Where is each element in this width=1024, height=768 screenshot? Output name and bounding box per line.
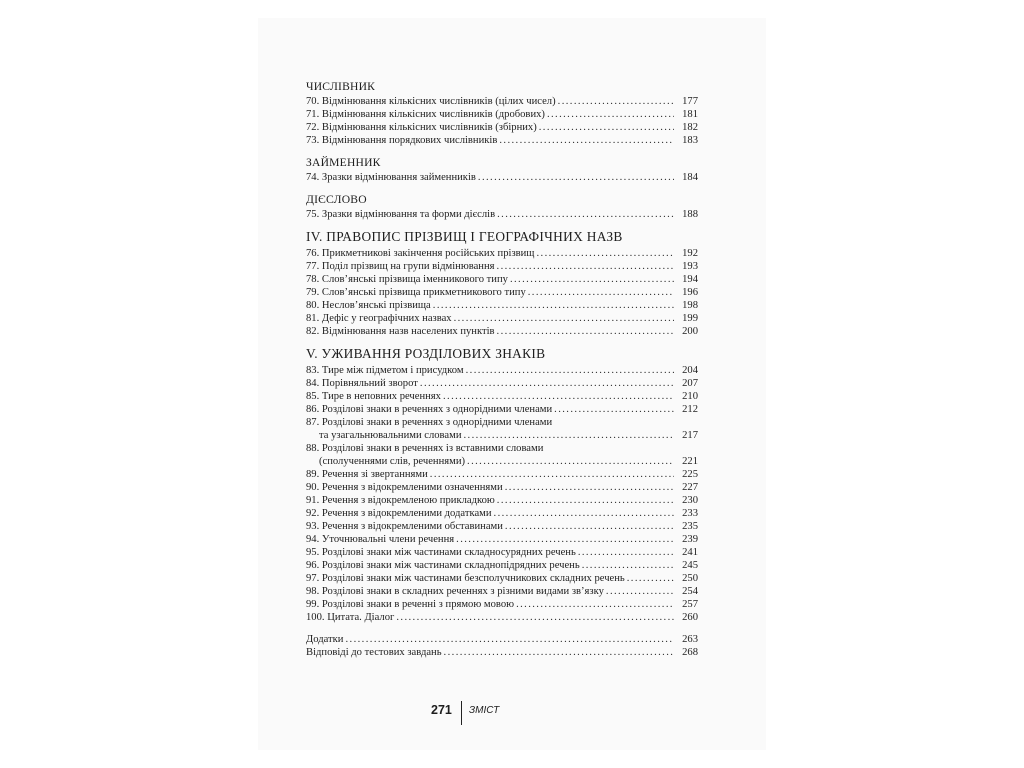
entry-page-number: 241 (682, 547, 698, 558)
dot-leader (456, 533, 674, 546)
toc-entry (306, 633, 698, 646)
dot-leader (558, 95, 674, 108)
entry-page-number: 233 (682, 508, 698, 519)
toc-section (306, 347, 698, 624)
entry-title: 92. Речення з відокремленими додатками (306, 508, 492, 519)
entry-title: 95. Розділові знаки між частинами складносурядних речень (306, 547, 576, 558)
dot-leader (606, 585, 674, 598)
entry-title: 82. Відмінювання назв населених пунктів (306, 326, 495, 337)
dot-leader (454, 312, 674, 325)
entry-title: 86. Розділові знаки в реченнях з однорідними членами (306, 404, 553, 415)
entry-title: 72. Відмінювання кількісних числівників (збірних) (306, 122, 537, 133)
dot-leader (467, 455, 674, 468)
entry-title: Додатки (306, 634, 344, 645)
toc-entry (306, 572, 698, 585)
dot-leader (396, 611, 674, 624)
toc-entry (306, 507, 698, 520)
toc-section (306, 230, 698, 338)
entry-title-continued: та узагальнювальними словами (319, 430, 462, 441)
entry-title: 79. Слов’янські прізвища прикметникового типу (306, 287, 526, 298)
dot-leader (443, 390, 674, 403)
toc-section (306, 80, 698, 147)
toc-entry (306, 208, 698, 221)
entry-title: 77. Поділ прізвищ на групи відмінювання (306, 261, 495, 272)
entry-page-number: 204 (682, 365, 698, 376)
dot-leader (528, 286, 674, 299)
toc-entry (306, 95, 698, 108)
entry-page-number: 196 (682, 287, 698, 298)
entry-page-number: 193 (682, 261, 698, 272)
dot-leader (497, 325, 674, 338)
entry-page-number: 263 (682, 634, 698, 645)
toc-entry (306, 299, 698, 312)
entry-page-number: 183 (682, 135, 698, 146)
toc-entry (306, 646, 698, 659)
toc-entry (306, 312, 698, 325)
toc-entry (306, 403, 698, 416)
entry-page-number: 239 (682, 534, 698, 545)
entry-title: 98. Розділові знаки в складних реченнях з різними видами зв’язку (306, 586, 604, 597)
entry-title: 70. Відмінювання кількісних числівників (цілих чисел) (306, 96, 556, 107)
dot-leader (547, 108, 674, 121)
entry-title: 99. Розділові знаки в реченні з прямою мовою (306, 599, 515, 610)
toc-entry (306, 171, 698, 184)
toc-entry (306, 260, 698, 273)
toc-entry (306, 108, 698, 121)
dot-leader (478, 171, 674, 184)
entry-page-number: 181 (682, 109, 698, 120)
entry-page-number: 198 (682, 300, 698, 311)
dot-leader (539, 121, 674, 134)
entry-title: 93. Речення з відокремленими обставинами (306, 521, 503, 532)
entry-title-continued: (сполученнями слів, реченнями) (319, 456, 466, 467)
entry-page-number: 177 (682, 96, 698, 107)
dot-leader (505, 481, 674, 494)
toc-section (306, 633, 698, 659)
dot-leader (499, 134, 674, 147)
toc-entry (306, 520, 698, 533)
entry-title: 73. Відмінювання порядкових числівників (306, 135, 498, 146)
running-title: ЗМІСТ (469, 705, 500, 716)
dot-leader (430, 468, 674, 481)
entry-title: 100. Цитата. Діалог (306, 612, 395, 623)
toc-entry (306, 546, 698, 559)
page-footer (0, 701, 1024, 725)
entry-page-number: 250 (682, 573, 698, 584)
entry-title: 74. Зразки відмінювання займенників (306, 172, 476, 183)
dot-leader (510, 273, 674, 286)
entry-page-number: 257 (682, 599, 698, 610)
section-heading: ЗАЙМЕННИК (306, 156, 381, 169)
dot-leader (554, 403, 674, 416)
toc-entry (306, 598, 698, 611)
entry-title: 94. Уточнювальні члени речення (306, 534, 455, 545)
entry-title: 83. Тире між підметом і присудком (306, 365, 464, 376)
toc-entry (306, 494, 698, 507)
toc-entry (306, 377, 698, 390)
part-heading: IV. ПРАВОПИС ПРІЗВИЩ І ГЕОГРАФІЧНИХ НАЗВ (306, 229, 623, 244)
part-heading: V. УЖИВАННЯ РОЗДІЛОВИХ ЗНАКІВ (306, 346, 546, 361)
toc-entry (306, 325, 698, 338)
entry-page-number: 192 (682, 248, 698, 259)
entry-page-number: 217 (682, 430, 698, 441)
footer-divider (461, 701, 462, 725)
entry-title: 88. Розділові знаки в реченнях із вставними словами (306, 443, 544, 454)
dot-leader (494, 507, 674, 520)
entry-page-number: 225 (682, 469, 698, 480)
toc-entry (306, 390, 698, 403)
entry-title: 97. Розділові знаки між частинами безсполучникових складних речень (306, 573, 625, 584)
toc-entry (306, 481, 698, 494)
dot-leader (536, 247, 674, 260)
toc-entry (306, 121, 698, 134)
toc-entry (306, 559, 698, 572)
entry-page-number: 235 (682, 521, 698, 532)
dot-leader (516, 598, 674, 611)
entry-page-number: 212 (682, 404, 698, 415)
entry-title: 91. Речення з відокремленою прикладкою (306, 495, 495, 506)
dot-leader (466, 364, 674, 377)
entry-title: 90. Речення з відокремленими означеннями (306, 482, 503, 493)
dot-leader (497, 208, 674, 221)
entry-page-number: 184 (682, 172, 698, 183)
entry-page-number: 227 (682, 482, 698, 493)
entry-page-number: 268 (682, 647, 698, 658)
dot-leader (345, 633, 674, 646)
dot-leader (578, 546, 674, 559)
entry-page-number: 254 (682, 586, 698, 597)
entry-title: 89. Речення зі звертаннями (306, 469, 428, 480)
entry-page-number: 188 (682, 209, 698, 220)
toc-entry (306, 273, 698, 286)
dot-leader (433, 299, 674, 312)
entry-title: 75. Зразки відмінювання та форми дієслів (306, 209, 496, 220)
toc-entry (306, 585, 698, 598)
dot-leader (582, 559, 674, 572)
toc-entry (306, 416, 698, 442)
entry-page-number: 199 (682, 313, 698, 324)
entry-title: 80. Неслов’янські прізвища (306, 300, 431, 311)
entry-title: 85. Тире в неповних реченнях (306, 391, 441, 402)
entry-page-number: 200 (682, 326, 698, 337)
toc-entry (306, 468, 698, 481)
entry-page-number: 182 (682, 122, 698, 133)
section-heading: ДІЄСЛОВО (306, 193, 367, 206)
entry-title: 81. Дефіс у географічних назвах (306, 313, 452, 324)
toc-entry (306, 134, 698, 147)
dot-leader (497, 260, 674, 273)
toc-entry (306, 364, 698, 377)
toc-entry (306, 533, 698, 546)
entry-title: 76. Прикметникові закінчення російських прізвищ (306, 248, 535, 259)
entry-page-number: 207 (682, 378, 698, 389)
entry-title: 96. Розділові знаки між частинами складнопідрядних речень (306, 560, 580, 571)
entry-page-number: 260 (682, 612, 698, 623)
toc-section (306, 156, 698, 184)
dot-leader (505, 520, 674, 533)
dot-leader (627, 572, 674, 585)
entry-page-number: 221 (682, 456, 698, 467)
dot-leader (420, 377, 674, 390)
entry-page-number: 210 (682, 391, 698, 402)
entry-title: 78. Слов’янські прізвища іменникового типу (306, 274, 508, 285)
section-heading: ЧИСЛІВНИК (306, 80, 376, 93)
dot-leader (464, 429, 675, 442)
toc-entry (306, 611, 698, 624)
entry-title: Відповіді до тестових завдань (306, 647, 442, 658)
entry-title: 87. Розділові знаки в реченнях з однорідними членами (306, 417, 553, 428)
dot-leader (497, 494, 674, 507)
toc-entry (306, 247, 698, 260)
entry-title: 84. Порівняльний зворот (306, 378, 418, 389)
entry-page-number: 230 (682, 495, 698, 506)
toc-entry (306, 442, 698, 468)
toc-entry (306, 286, 698, 299)
dot-leader (444, 646, 674, 659)
page-number: 271 (431, 703, 452, 717)
entry-page-number: 245 (682, 560, 698, 571)
entry-page-number: 194 (682, 274, 698, 285)
toc-section (306, 193, 698, 221)
table-of-contents (306, 78, 698, 668)
entry-title: 71. Відмінювання кількісних числівників (дробових) (306, 109, 545, 120)
